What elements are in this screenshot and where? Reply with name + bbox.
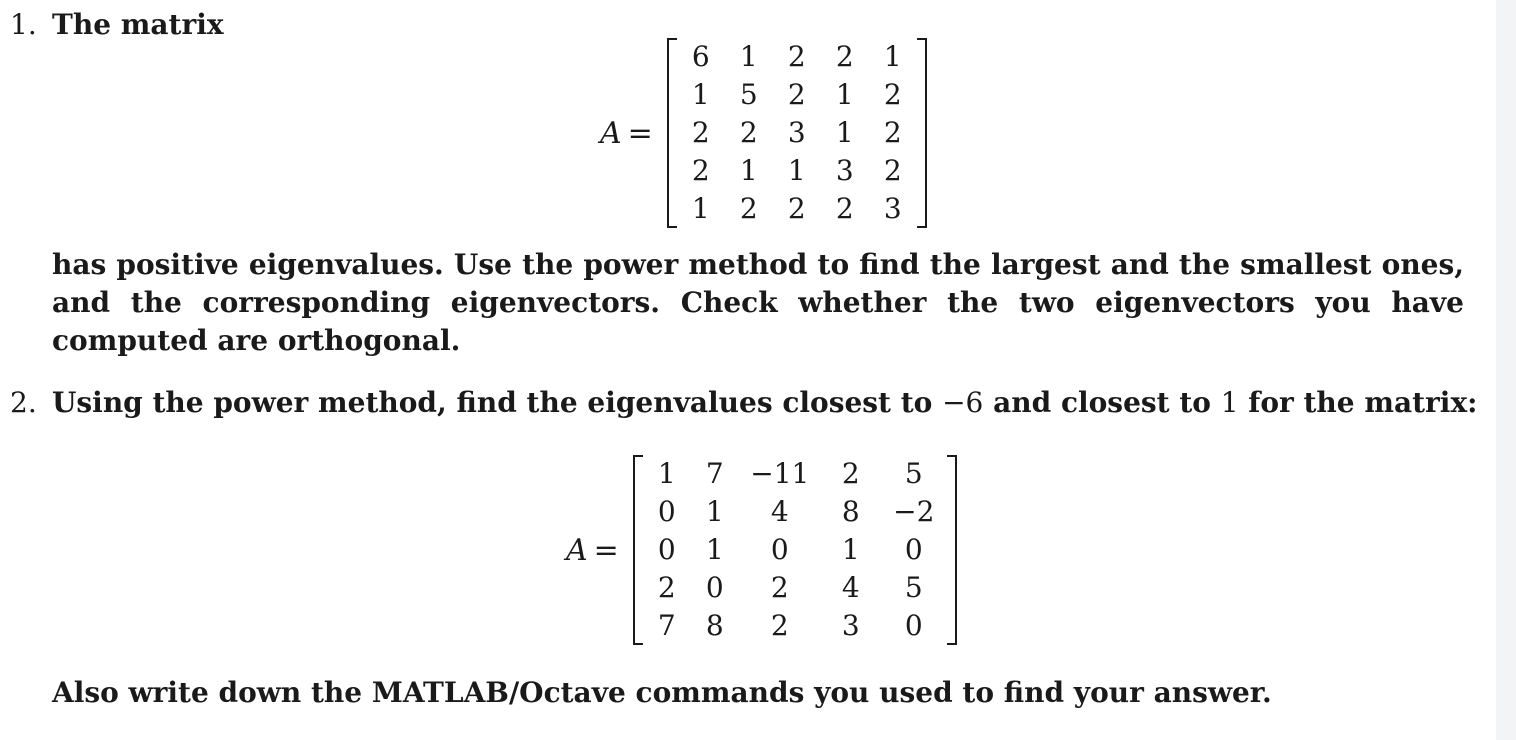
matrix-2-cell: 8 (705, 609, 724, 642)
matrix-2-cell: 0 (770, 533, 789, 566)
matrix-2-cell: 2 (657, 571, 676, 604)
problem-1-text: has positive eigenvalues. Use the power method to find the largest and the smallest ones, and the corresponding eigenvectors. Check whether the two eigenvectors you have computed are orthogonal. (52, 248, 1464, 357)
problem-2-number: 2. (10, 386, 37, 419)
matrix-2-cell: 4 (841, 571, 860, 604)
matrix-2-cell: 4 (770, 495, 789, 528)
matrix-2-cell: 3 (841, 609, 860, 642)
matrix-2-cell: 7 (705, 457, 724, 490)
matrix-2-cell: 0 (657, 533, 676, 566)
matrix-1-label: A = (600, 115, 653, 151)
matrix-2-cell: −2 (893, 495, 935, 528)
matrix-1-cell: 2 (835, 40, 854, 73)
value-neg6: −6 (942, 386, 984, 419)
matrix-2-cell: 2 (841, 457, 860, 490)
matrix-1-cell: 1 (691, 78, 710, 111)
matrix-1-cell: 2 (787, 40, 806, 73)
matrix-1-cell: 2 (691, 116, 710, 149)
matrix-2-cell: 0 (705, 571, 724, 604)
matrix-2-cell: 1 (705, 495, 724, 528)
matrix-2-cell: 2 (770, 571, 789, 604)
matrix-1-cell: 2 (787, 192, 806, 225)
matrix-1-cell: 2 (883, 116, 902, 149)
matrix-2-cell: −11 (750, 457, 810, 490)
matrix-1-cell: 2 (835, 192, 854, 225)
matrix-1-cell: 1 (835, 78, 854, 111)
matrix-1 (667, 38, 927, 228)
matrix-2-cell: 5 (904, 571, 923, 604)
matrix-2-cell: 8 (841, 495, 860, 528)
matrix-1-equation (600, 38, 927, 228)
matrix-1-cell: 6 (691, 40, 710, 73)
matrix-1-cell: 3 (835, 154, 854, 187)
matrix-2-cell: 0 (657, 495, 676, 528)
matrix-2-label: A = (566, 532, 619, 568)
matrix-1-cell: 1 (691, 192, 710, 225)
problem-2-heading: Using the power method, find the eigenvalues closest to −6 and closest to 1 for the matrix: (52, 386, 1478, 419)
matrix-1-cell: 2 (883, 154, 902, 187)
matrix-1-cell: 5 (739, 78, 758, 111)
matrix-1-cell: 2 (883, 78, 902, 111)
matrix-1-cell: 2 (739, 192, 758, 225)
matrix-1-cell: 3 (787, 116, 806, 149)
matrix-2-cell: 7 (657, 609, 676, 642)
matrix-1-cell: 1 (835, 116, 854, 149)
matrix-1-cell: 2 (787, 78, 806, 111)
value-1: 1 (1220, 386, 1239, 419)
matrix-2-cell: 1 (705, 533, 724, 566)
matrix-2-cell: 0 (904, 609, 923, 642)
matrix-2 (633, 455, 957, 645)
matrix-1-cell: 2 (739, 116, 758, 149)
problem-1-heading: The matrix (52, 8, 224, 41)
right-edge-strip (1496, 0, 1516, 740)
matrix-2-cell: 1 (841, 533, 860, 566)
matrix-1-cell: 3 (883, 192, 902, 225)
matrix-2-cell: 0 (904, 533, 923, 566)
matrix-1-cell: 1 (739, 154, 758, 187)
matrix-1-cell: 1 (739, 40, 758, 73)
problem-1-number: 1. (10, 8, 37, 41)
matrix-2-cell: 1 (657, 457, 676, 490)
matrix-1-cell: 1 (787, 154, 806, 187)
matrix-2-equation (566, 455, 957, 645)
matrix-2-cell: 2 (770, 609, 789, 642)
problem-2-footer: Also write down the MATLAB/Octave commands you used to find your answer. (52, 676, 1272, 709)
matrix-1-cell: 1 (883, 40, 902, 73)
matrix-2-cell: 5 (904, 457, 923, 490)
matrix-1-cell: 2 (691, 154, 710, 187)
